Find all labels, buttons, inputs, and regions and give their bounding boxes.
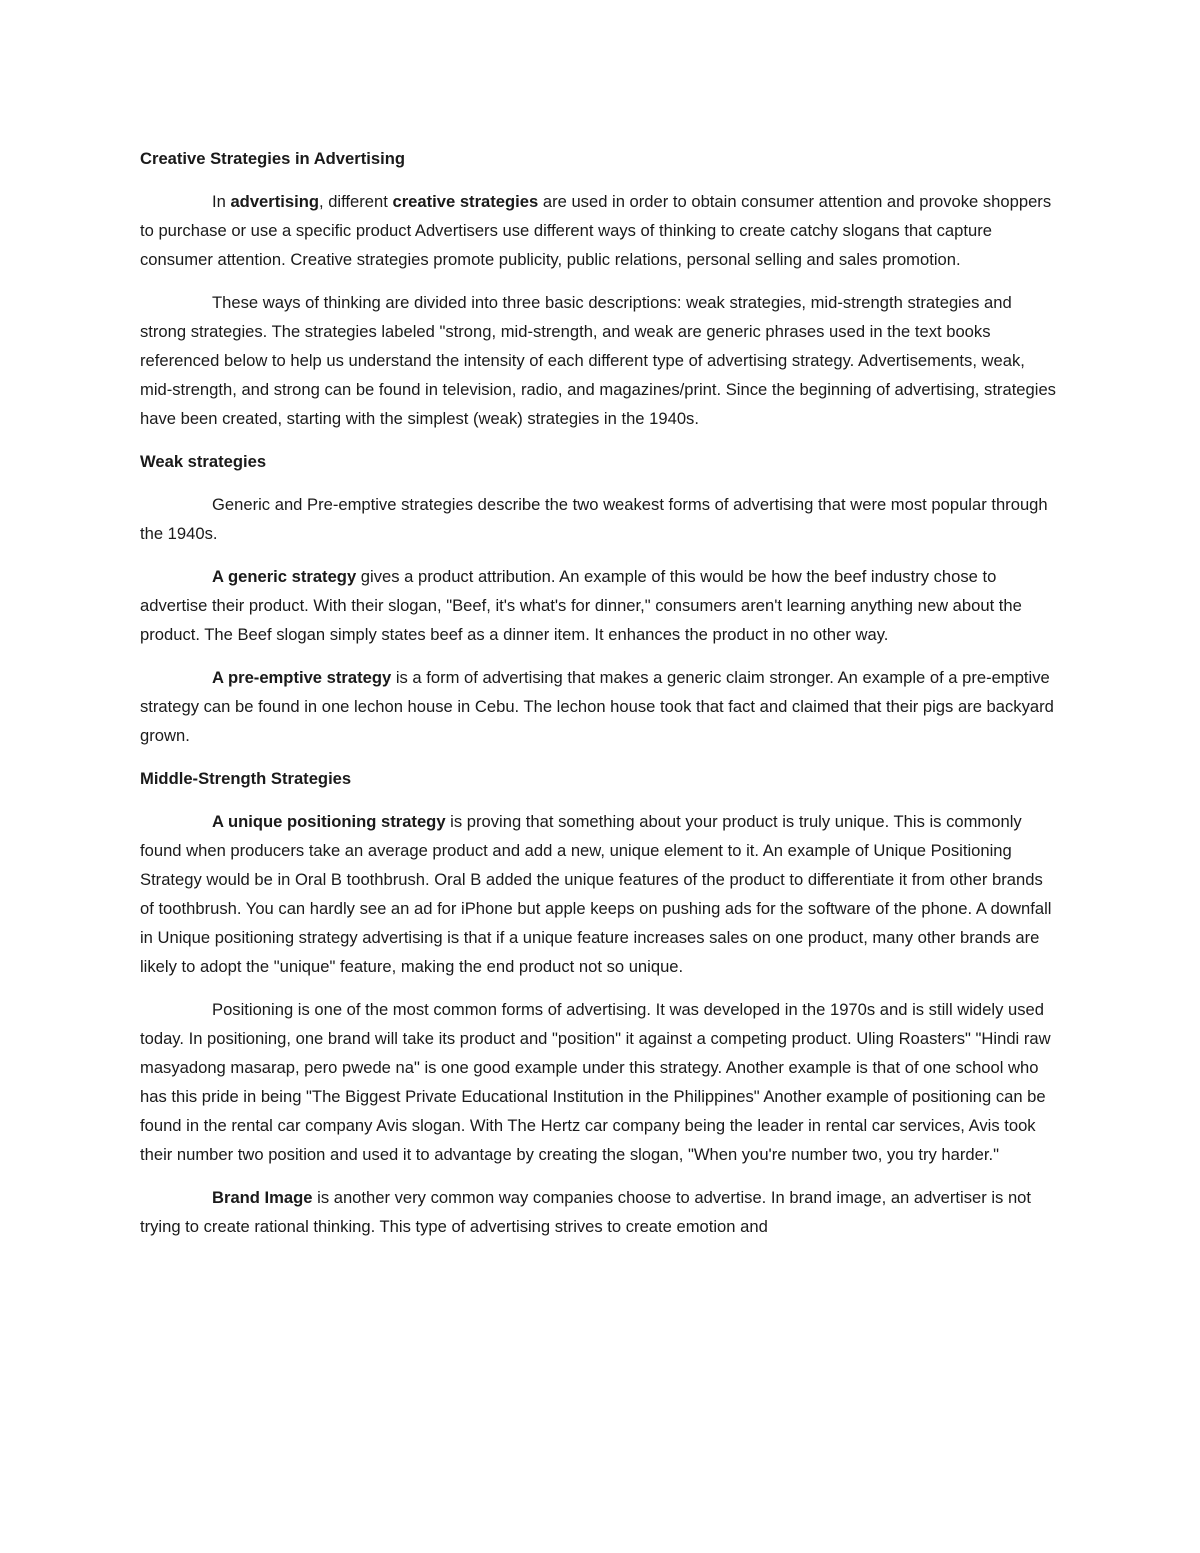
intro-paragraph-1 xyxy=(140,187,1060,274)
generic-strategy-term: A generic strategy xyxy=(212,567,357,586)
intro-paragraph-2: These ways of thinking are divided into three basic descriptions: weak strategies, mid-strength strategies and strong strategies. The strategies labeled "strong, mid-strength, and weak are generic phrases used in the text books referenced below to help us understand the intensity of each different type of advertising strategy. Advertisements, weak, mid-strength, and strong can be found in television, radio, and magazines/print. Since the beginning of advertising, strategies have been created, starting with the simplest (weak) strategies in the 1940s. xyxy=(140,293,1056,428)
intro-bold-creative-strategies: creative strategies xyxy=(392,192,539,211)
positioning-paragraph: Positioning is one of the most common forms of advertising. It was developed in the 1970s and is still widely used today. In positioning, one brand will take its product and "position" it against a competing product. Uling Roasters" "Hindi raw masyadong masarap, pero pwede na" is one good example under this strategy. Another example is that of one school who has this pride in being "The Biggest Private Educational Institution in the Philippines" Another example of positioning can be found in the rental car company Avis slogan. With The Hertz car company being the leader in rental car services, Avis took their number two position and used it to advantage by creating the slogan, "When you're number two, you try harder." xyxy=(140,1000,1051,1164)
weak-strategies-heading: Weak strategies xyxy=(140,452,267,471)
generic-strategy-text: gives a product attribution. An example of this would be how the beef industry chose to advertise their product. With their slogan, "Beef, it's what's for dinner," consumers aren't learning anything new about the product. The Beef slogan simply states beef as a dinner item. It enhances the product in no other way. xyxy=(140,567,1022,644)
brand-image-term: Brand Image xyxy=(212,1188,313,1207)
unique-positioning-text: is proving that something about your product is truly unique. This is commonly found when producers take an average product and add a new, unique element to it. An example of Unique Positioning Strategy would be in Oral B toothbrush. Oral B added the unique features of the product to differentiate it from other brands of toothbrush. You can hardly see an ad for iPhone but apple keeps on pushing ads for the software of the phone. A downfall in Unique positioning strategy advertising is that if a unique feature increases sales on one product, many other brands are likely to adopt the "unique" feature, making the end product not so unique. xyxy=(140,812,1052,976)
document-title: Creative Strategies in Advertising xyxy=(140,149,405,168)
brand-image-text: is another very common way companies choose to advertise. In brand image, an advertiser is not trying to create rational thinking. This type of advertising strives to create emotion and xyxy=(140,1188,1032,1236)
generic-strategy-paragraph xyxy=(140,562,1060,649)
middle-strength-heading: Middle-Strength Strategies xyxy=(140,769,352,788)
weak-paragraph: Generic and Pre-emptive strategies describe the two weakest forms of advertising that were most popular through the 1940s. xyxy=(140,495,1048,543)
intro-text-2: , different xyxy=(318,192,393,211)
document-page xyxy=(140,144,1060,1255)
preemptive-strategy-term: A pre-emptive strategy xyxy=(212,668,392,687)
unique-positioning-paragraph xyxy=(140,807,1060,981)
intro-bold-advertising: advertising xyxy=(230,192,319,211)
preemptive-strategy-paragraph xyxy=(140,663,1060,750)
unique-positioning-term: A unique positioning strategy xyxy=(212,812,446,831)
intro-text-1: In xyxy=(212,192,231,211)
brand-image-paragraph xyxy=(140,1183,1060,1241)
intro-text-3: are used in order to obtain consumer attention and provoke shoppers to purchase or use a specific product Advertisers use different ways of thinking to create catchy slogans that capture consumer attention. Creative strategies promote publicity, public relations, personal selling and sales promotion. xyxy=(140,192,1052,269)
preemptive-strategy-text: is a form of advertising that makes a generic claim stronger. An example of a pre-emptive strategy can be found in one lechon house in Cebu. The lechon house took that fact and claimed that their pigs are backyard grown. xyxy=(140,668,1054,745)
